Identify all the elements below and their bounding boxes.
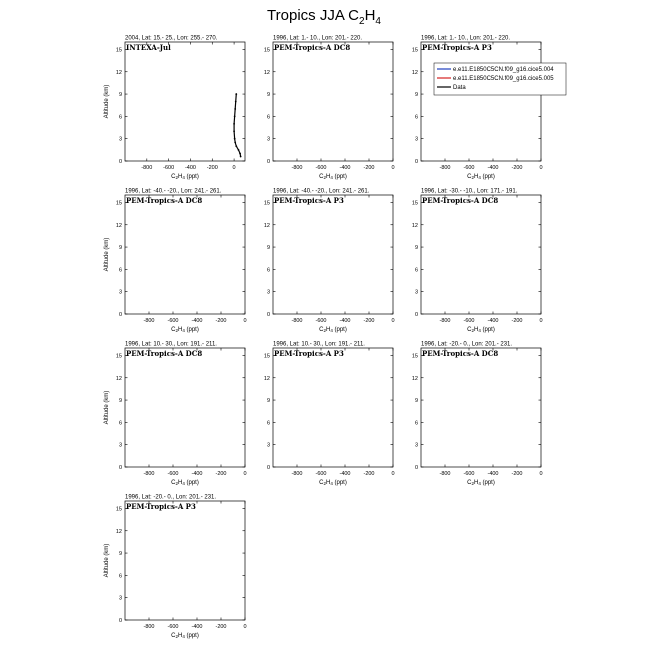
x-tick-label: -600 [315,471,327,477]
x-tick-label: -400 [487,318,499,324]
x-label-part: (ppt) [480,174,495,180]
x-tick-label: -800 [141,165,153,171]
x-tick-label: -400 [184,165,196,171]
x-tick-label: 0 [232,165,236,171]
data-point [235,145,237,147]
y-tick-label: 12 [411,69,418,76]
y-tick-label: 3 [118,289,122,296]
x-tick-label: -400 [487,471,499,477]
x-label-part: H [177,480,183,486]
y-tick-label: 15 [411,200,418,207]
x-label-part: C [319,174,324,180]
x-axis-label [467,327,495,333]
x-tick-label: -800 [143,318,155,324]
panel-header: 1996, Lat: 10.- 30., Lon: 191.- 211. [273,341,365,348]
x-tick-label: 0 [539,318,543,324]
x-label-subscript: 4 [478,328,481,334]
campaign-label: PEM-Tropics-A DC8 [126,196,203,205]
data-point [233,123,235,125]
x-label-subscript: 2 [471,328,474,334]
x-label-subscript: 2 [471,481,474,487]
x-label-part: H [177,327,183,333]
x-label-part: C [467,327,472,333]
panel-6 [412,189,543,334]
plot-frame [421,348,541,467]
x-tick-label: -600 [463,471,475,477]
y-tick-label: 12 [115,375,122,382]
y-tick-label: 15 [115,506,122,513]
y-tick-label: 12 [115,69,122,76]
x-tick-label: -600 [315,165,327,171]
x-tick-label: -800 [439,318,451,324]
panel-header: 1996, Lat: -40.- -20., Lon: 241.- 261. [273,188,370,195]
campaign-label: PEM-Tropics-A DC8 [422,196,499,205]
plot-frame [421,195,541,314]
y-tick-label: 3 [266,442,270,449]
x-label-subscript: 4 [478,481,481,487]
y-tick-label: 9 [118,245,122,252]
campaign-label: PEM-Tropics-A DC8 [126,349,203,358]
legend-entry: e.e11.E1850C5CN.f09_g16.cice5.005 [453,76,554,82]
x-tick-label: -200 [511,165,523,171]
title-main: Tropics JJA C [267,7,359,24]
x-tick-label: -200 [363,165,375,171]
panel-header: 1996, Lat: 1.- 10., Lon: 201.- 220. [273,35,363,42]
x-label-part: (ppt) [332,327,347,333]
x-axis-label [171,174,199,180]
x-tick-label: 0 [243,471,247,477]
y-axis-label: Altitude (km) [104,84,110,119]
x-tick-label: -200 [215,318,227,324]
x-label-part: (ppt) [332,480,347,486]
x-tick-label: -400 [191,318,203,324]
plot-frame [125,42,245,161]
x-label-subscript: 4 [182,481,185,487]
y-tick-label: 6 [118,114,122,121]
x-tick-label: -800 [143,471,155,477]
x-label-part: (ppt) [184,633,199,639]
y-tick-label: 15 [263,200,270,207]
x-label-subscript: 2 [175,328,178,334]
y-tick-label: 3 [266,136,270,143]
panel-1 [104,36,245,181]
y-tick-label: 0 [414,465,418,471]
x-axis-label [171,633,199,639]
campaign-label: PEM-Tropics-A DC8 [422,349,499,358]
y-tick-label: 0 [118,312,122,318]
x-tick-label: -200 [363,471,375,477]
data-point [240,156,242,158]
x-label-part: (ppt) [480,480,495,486]
x-tick-label: -400 [339,318,351,324]
x-label-part: H [325,174,331,180]
y-tick-label: 15 [263,353,270,360]
x-label-subscript: 4 [478,175,481,181]
legend-entry: e.e11.E1850C5CN.f09_g16.cice5.004 [453,67,554,73]
x-tick-label: -400 [191,471,203,477]
y-tick-label: 0 [414,159,418,165]
x-label-part: H [177,633,183,639]
y-tick-label: 9 [414,245,418,252]
data-point [234,142,236,144]
panel-5 [264,189,395,334]
x-tick-label: -200 [215,471,227,477]
y-tick-label: 0 [118,465,122,471]
x-tick-label: -200 [511,471,523,477]
y-tick-label: 0 [266,465,270,471]
y-tick-label: 12 [411,222,418,229]
y-tick-label: 9 [414,398,418,405]
data-point [234,108,236,110]
plot-frame [273,348,393,467]
y-tick-label: 3 [414,289,418,296]
x-axis-label [319,174,347,180]
y-tick-label: 9 [266,245,270,252]
x-tick-label: -600 [167,624,179,630]
x-tick-label: -600 [167,471,179,477]
panel-2 [264,36,395,181]
campaign-label: PEM-Tropics-A P3 [422,43,492,52]
x-label-part: H [325,327,331,333]
x-label-subscript: 2 [471,175,474,181]
panel-8 [264,342,395,487]
x-tick-label: 0 [539,165,543,171]
x-label-subscript: 2 [323,175,326,181]
x-label-part: (ppt) [332,174,347,180]
y-tick-label: 0 [266,159,270,165]
y-tick-label: 12 [411,375,418,382]
y-tick-label: 0 [118,618,122,624]
x-label-subscript: 4 [182,634,185,640]
x-label-part: (ppt) [184,327,199,333]
panel-9 [412,342,543,487]
x-tick-label: -800 [439,165,451,171]
series-line-data [234,94,241,156]
panel-7 [104,342,247,487]
x-tick-label: -400 [487,165,499,171]
x-label-subscript: 2 [175,175,178,181]
x-axis-label [319,327,347,333]
y-tick-label: 12 [115,222,122,229]
x-label-part: C [467,174,472,180]
panel-4 [104,189,247,334]
panel-header: 1996, Lat: -40.- -20., Lon: 241.- 261. [125,188,222,195]
title-sub-2: 2 [359,16,365,27]
y-tick-label: 6 [414,267,418,274]
title-mid: H [364,7,376,24]
x-tick-label: -400 [339,165,351,171]
y-tick-label: 15 [411,47,418,54]
x-label-part: (ppt) [480,327,495,333]
panel-header: 1996, Lat: -20.- 0., Lon: 201.- 231. [421,341,513,348]
x-axis-label [467,480,495,486]
x-tick-label: -800 [291,318,303,324]
y-tick-label: 3 [414,136,418,143]
x-label-part: H [473,327,479,333]
y-tick-label: 3 [266,289,270,296]
x-tick-label: -800 [143,624,155,630]
y-tick-label: 12 [263,222,270,229]
x-axis-label [171,480,199,486]
panel-header: 1996, Lat: 10.- 30., Lon: 191.- 211. [125,341,217,348]
y-tick-label: 9 [266,92,270,99]
y-tick-label: 9 [118,398,122,405]
x-label-part: C [467,480,472,486]
panel-header: 2004, Lat: 15.- 25., Lon: 255.- 270. [125,35,218,42]
plot-frame [125,348,245,467]
x-tick-label: -800 [439,471,451,477]
x-tick-label: -800 [291,471,303,477]
x-tick-label: 0 [391,165,395,171]
y-axis-label: Altitude (km) [104,390,110,425]
y-tick-label: 0 [414,312,418,318]
x-tick-label: -600 [463,318,475,324]
x-label-subscript: 4 [330,481,333,487]
y-tick-label: 9 [266,398,270,405]
x-axis-label [467,174,495,180]
x-tick-label: 0 [243,624,247,630]
x-label-part: H [473,480,479,486]
y-tick-label: 15 [115,353,122,360]
data-point [234,115,236,117]
campaign-label: INTEXA-Jul [126,43,171,52]
campaign-label: PEM-Tropics-A P3 [126,502,196,511]
campaign-label: PEM-Tropics-A DC8 [274,43,351,52]
y-tick-label: 6 [266,267,270,274]
x-axis-label [171,327,199,333]
y-tick-label: 6 [118,420,122,427]
y-tick-label: 15 [115,200,122,207]
data-point [238,149,240,151]
x-tick-label: -200 [215,624,227,630]
y-tick-label: 12 [115,528,122,535]
x-tick-label: 0 [243,318,247,324]
y-tick-label: 6 [414,420,418,427]
x-label-subscript: 4 [182,175,185,181]
x-tick-label: -200 [363,318,375,324]
y-tick-label: 3 [118,442,122,449]
plot-frame [273,195,393,314]
x-label-part: C [171,327,176,333]
x-label-subscript: 2 [323,481,326,487]
x-tick-label: -800 [291,165,303,171]
campaign-label: PEM-Tropics-A P3 [274,349,344,358]
x-label-part: C [171,633,176,639]
panel-header: 1996, Lat: 1.- 10., Lon: 201.- 220. [421,35,511,42]
y-tick-label: 9 [414,92,418,99]
data-point [239,153,241,155]
plot-frame [125,501,245,620]
panel-3 [412,36,566,181]
y-tick-label: 9 [118,92,122,99]
panel-header: 1996, Lat: -30.- -10., Lon: 171.- 191. [421,188,518,195]
y-tick-label: 9 [118,551,122,558]
y-tick-label: 6 [414,114,418,121]
x-axis-label [319,480,347,486]
x-label-subscript: 4 [182,328,185,334]
x-label-subscript: 4 [330,328,333,334]
x-tick-label: -400 [339,471,351,477]
data-point [235,93,237,95]
x-label-part: C [319,480,324,486]
x-label-part: H [325,480,331,486]
x-tick-label: -200 [206,165,218,171]
y-tick-label: 15 [411,353,418,360]
x-tick-label: -600 [167,318,179,324]
y-tick-label: 12 [263,375,270,382]
x-tick-label: -400 [191,624,203,630]
y-tick-label: 0 [266,312,270,318]
x-label-subscript: 4 [330,175,333,181]
plot-frame [273,42,393,161]
y-tick-label: 3 [414,442,418,449]
plot-frame [125,195,245,314]
y-tick-label: 6 [266,114,270,121]
x-tick-label: -600 [315,318,327,324]
legend-entry: Data [453,85,466,91]
y-tick-label: 15 [115,47,122,54]
y-tick-label: 6 [266,420,270,427]
x-tick-label: 0 [391,471,395,477]
x-tick-label: -200 [511,318,523,324]
campaign-label: PEM-Tropics-A P3 [274,196,344,205]
title-sub-4: 4 [375,16,381,27]
x-label-part: (ppt) [184,174,199,180]
x-tick-label: 0 [391,318,395,324]
data-point [233,130,235,132]
y-tick-label: 6 [118,573,122,580]
y-tick-label: 12 [263,69,270,76]
y-tick-label: 6 [118,267,122,274]
y-axis-label: Altitude (km) [104,543,110,578]
data-point [234,138,236,140]
x-label-subscript: 2 [175,481,178,487]
y-tick-label: 3 [118,136,122,143]
x-label-part: C [319,327,324,333]
y-tick-label: 15 [263,47,270,54]
x-label-subscript: 2 [175,634,178,640]
x-label-part: C [171,174,176,180]
x-label-subscript: 2 [323,328,326,334]
y-axis-label: Altitude (km) [104,237,110,272]
y-tick-label: 0 [118,159,122,165]
x-label-part: C [171,480,176,486]
x-label-part: H [177,174,183,180]
data-point [235,101,237,103]
x-tick-label: -600 [463,165,475,171]
panel-header: 1996, Lat: -20.- 0., Lon: 201.- 231. [125,494,217,501]
x-tick-label: 0 [539,471,543,477]
y-tick-label: 3 [118,595,122,602]
plot-frame [421,42,541,161]
x-label-part: H [473,174,479,180]
x-tick-label: -600 [163,165,175,171]
panel-10 [104,495,247,640]
x-label-part: (ppt) [184,480,199,486]
